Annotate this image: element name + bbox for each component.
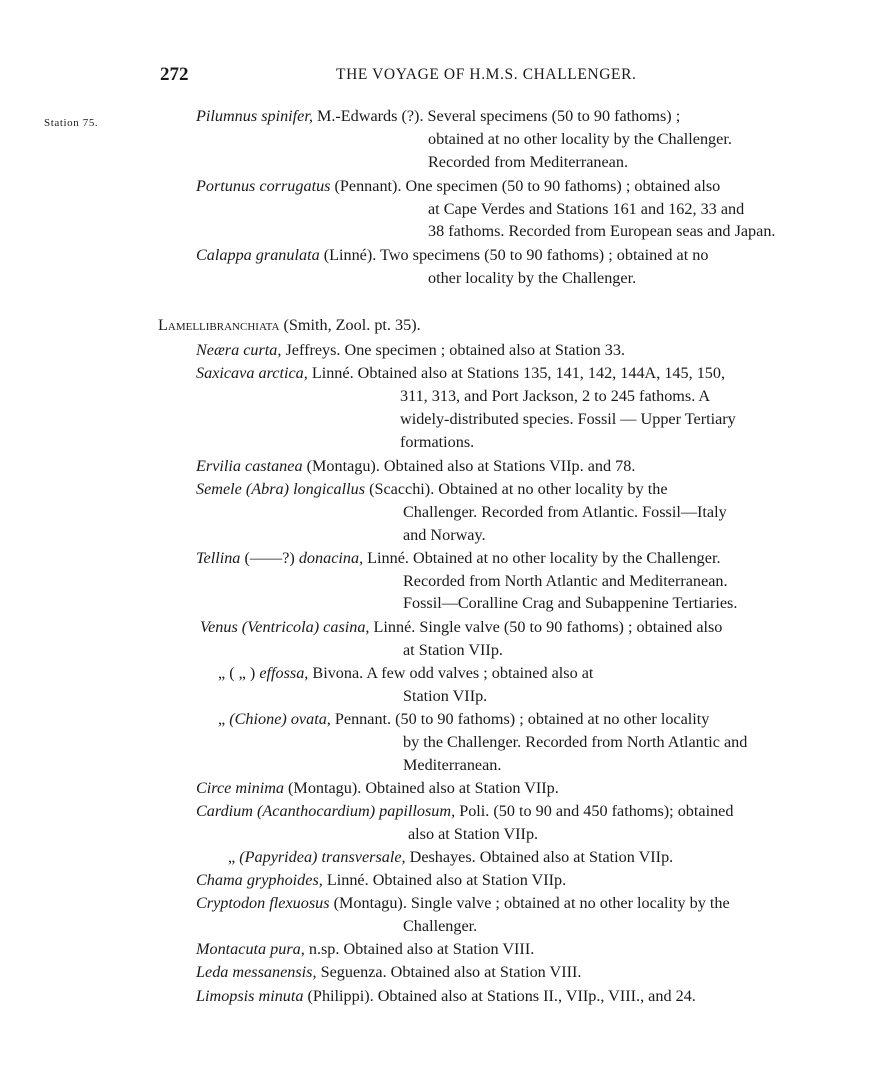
entry-montacuta: [196, 939, 534, 959]
entry-text: Linné. Obtained also at Stations 135, 141, 142, 144A, 145, 150,: [307, 364, 726, 382]
entry-cryptodon: [196, 893, 730, 913]
entry-text: Jeffreys. One specimen ; obtained also at Station 33.: [281, 341, 626, 359]
entry-tellina: [196, 548, 721, 568]
entry-cardium: [196, 801, 733, 821]
entry-continuation: Recorded from Mediterranean.: [428, 153, 629, 171]
species-name: Tellina: [196, 549, 241, 567]
ditto-marks: „ ( „ ): [218, 664, 256, 682]
entry-text: Deshayes. Obtained also at Station VIIp.: [405, 848, 674, 866]
species-name: Montacuta pura,: [196, 940, 305, 958]
species-name: Limopsis minuta: [196, 987, 304, 1005]
species-name: Ervilia castanea: [196, 457, 303, 475]
ditto-marks: „: [228, 848, 236, 866]
entry-leda: [196, 962, 581, 982]
entry-text: (Linné). Two specimens (50 to 90 fathoms) ; obtained at no: [319, 246, 709, 264]
entry-saxicava: [196, 363, 725, 383]
entry-continuation: Challenger. Recorded from Atlantic. Fossil—Italy: [403, 503, 727, 521]
entry-effossa: [218, 663, 593, 683]
species-name: Saxicava arctica,: [196, 364, 308, 382]
entry-continuation: at Station VIIp.: [403, 641, 503, 659]
entry-continuation: Challenger.: [403, 917, 478, 935]
entry-continuation: Fossil—Coralline Crag and Subappenine Tertiaries.: [403, 594, 738, 612]
species-name: Circe minima: [196, 779, 284, 797]
entry-text: (Montagu). Obtained also at Stations VIIp. and 78.: [302, 457, 636, 475]
species-name: Cardium (Acanthocardium) papillosum,: [196, 802, 456, 820]
species-name: Leda messanensis,: [196, 963, 317, 981]
entry-continuation: by the Challenger. Recorded from North Atlantic and: [403, 733, 748, 751]
section-heading: [158, 316, 421, 335]
entry-text: Linné. Obtained also at Station VIIp.: [322, 871, 567, 889]
entry-text: n.sp. Obtained also at Station VIII.: [304, 940, 535, 958]
entry-papyridea: [228, 847, 673, 867]
entry-text: Pennant. (50 to 90 fathoms) ; obtained at no other locality: [330, 710, 710, 728]
species-name: Cryptodon flexuosus: [196, 894, 330, 912]
species-name: Pilumnus spinifer,: [196, 107, 313, 125]
entry-ervilia: [196, 456, 635, 476]
species-name: Chama gryphoides,: [196, 871, 323, 889]
species-name: effossa,: [255, 664, 309, 682]
entry-text: M.-Edwards (?). Several specimens (50 to 90 fathoms) ;: [312, 107, 681, 125]
running-title: THE VOYAGE OF H.M.S. CHALLENGER.: [336, 66, 637, 83]
species-name: (Chione) ovata,: [225, 710, 331, 728]
entry-venus: [200, 617, 722, 637]
margin-station-label: Station 75.: [44, 117, 99, 129]
section-reference: (Smith, Zool. pt. 35).: [279, 316, 421, 334]
species-name: (Papyridea) transversale,: [235, 848, 406, 866]
entry-calappa: [196, 245, 708, 265]
entry-text: (Montagu). Obtained also at Station VIIp.: [283, 779, 559, 797]
species-name-part: donacina,: [298, 549, 364, 567]
species-name: Neæra curta,: [196, 341, 282, 359]
entry-continuation: 311, 313, and Port Jackson, 2 to 245 fathoms. A: [400, 387, 711, 405]
entry-text: Linné. Obtained at no other locality by the Challenger.: [363, 549, 721, 567]
entry-portunus: [196, 176, 720, 196]
entry-text: Bivona. A few odd valves ; obtained also at: [308, 664, 594, 682]
entry-chama: [196, 870, 566, 890]
entry-continuation: widely-distributed species. Fossil — Upper Tertiary: [400, 410, 736, 428]
species-name: Portunus corrugatus: [196, 177, 331, 195]
entry-text: Poli. (50 to 90 and 450 fathoms); obtained: [455, 802, 734, 820]
entry-continuation: other locality by the Challenger.: [428, 269, 637, 287]
entry-text: (Montagu). Single valve ; obtained at no other locality by the: [329, 894, 730, 912]
species-name: Venus (Ventricola) casina,: [200, 618, 370, 636]
entry-continuation: Mediterranean.: [403, 756, 502, 774]
entry-continuation: at Cape Verdes and Stations 161 and 162, 33 and: [428, 200, 745, 218]
entry-text: (Philippi). Obtained also at Stations II., VIIp., VIII., and 24.: [303, 987, 696, 1005]
entry-continuation: also at Station VIIp.: [408, 825, 539, 843]
entry-text: (Scacchi). Obtained at no other locality by the: [365, 480, 668, 498]
species-name: Calappa granulata: [196, 246, 320, 264]
entry-circe: [196, 778, 559, 798]
entry-limopsis: [196, 986, 696, 1006]
entry-continuation: obtained at no other locality by the Challenger.: [428, 130, 732, 148]
entry-ovata: [218, 709, 709, 729]
page-number: 272: [160, 64, 189, 85]
entry-continuation: Recorded from North Atlantic and Mediterranean.: [403, 572, 728, 590]
entry-continuation: 38 fathoms. Recorded from European seas and Japan.: [428, 222, 776, 240]
section-title: Lamellibranchiata: [158, 316, 280, 334]
entry-neaera: [196, 340, 625, 360]
species-name: Semele (Abra) longicallus: [196, 480, 366, 498]
entry-continuation: Station VIIp.: [403, 687, 488, 705]
entry-text: Linné. Single valve (50 to 90 fathoms) ; obtained also: [369, 618, 723, 636]
entry-continuation: and Norway.: [403, 526, 486, 544]
entry-text: Seguenza. Obtained also at Station VIII.: [316, 963, 582, 981]
species-name-part: (——?): [240, 549, 299, 567]
entry-continuation: formations.: [400, 433, 475, 451]
entry-pilumnus: [196, 106, 680, 126]
ditto-marks: „: [218, 710, 226, 728]
entry-text: (Pennant). One specimen (50 to 90 fathoms) ; obtained also: [330, 177, 721, 195]
entry-semele: [196, 479, 668, 499]
